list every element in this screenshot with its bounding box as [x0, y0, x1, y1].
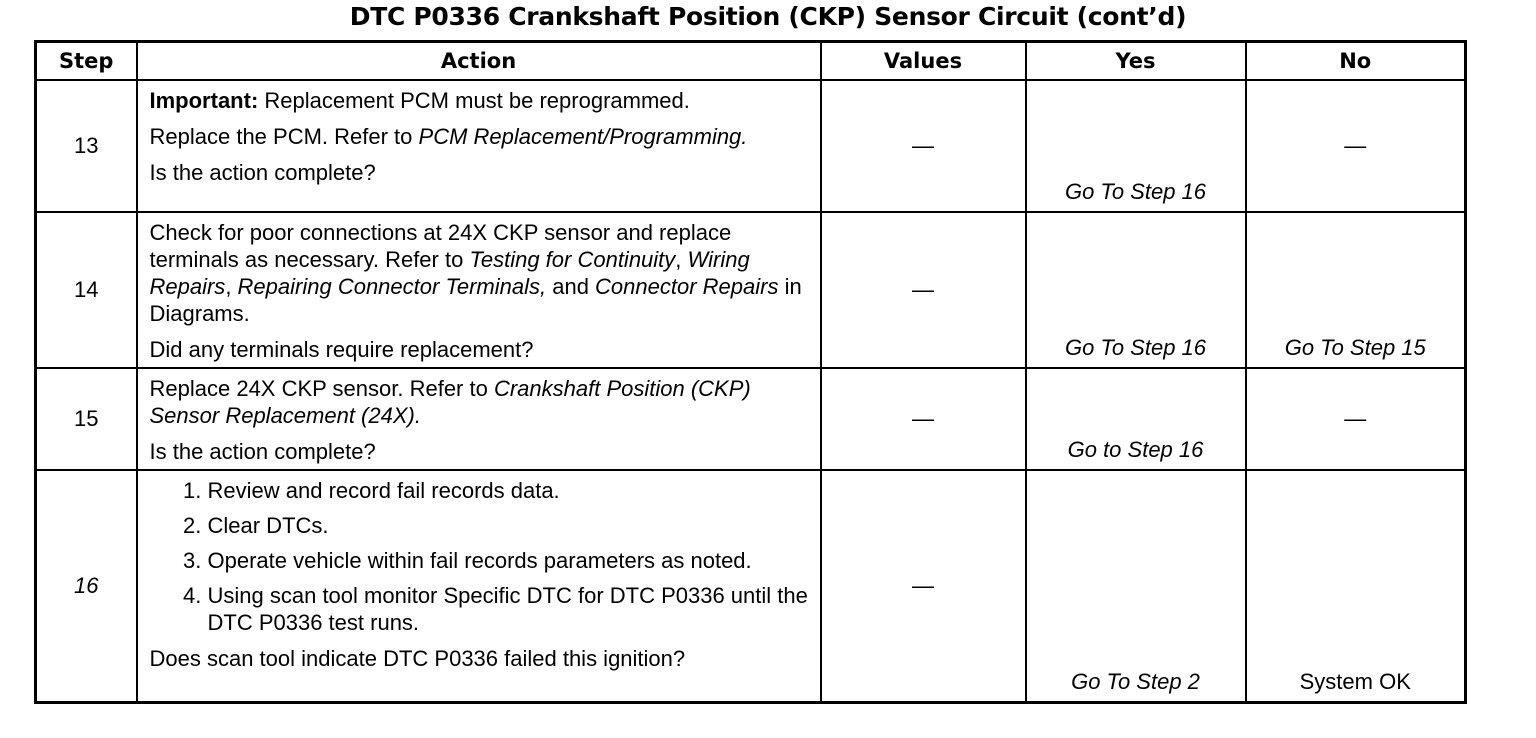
no-result: System OK	[1299, 669, 1411, 694]
no-dash: —	[1344, 133, 1367, 158]
values-cell	[821, 368, 1026, 470]
table-row	[36, 212, 1466, 368]
table-row	[36, 368, 1466, 470]
yes-cell	[1026, 212, 1246, 368]
list-item: 4. Using scan tool monitor Specific DTC for DTC P0336 until the DTC P0336 test runs.	[208, 582, 812, 636]
header-values: Values	[821, 42, 1026, 81]
list-item: 1. Review and record fail records data.	[208, 477, 812, 504]
action-reference: Wiring Repairs	[149, 247, 750, 299]
header-step: Step	[36, 42, 137, 81]
action-paragraph	[150, 219, 812, 327]
action-cell	[137, 80, 821, 212]
important-label: Important:	[149, 88, 259, 113]
step-number: 16	[36, 470, 137, 703]
no-cell	[1246, 212, 1466, 368]
action-paragraph	[150, 123, 812, 150]
action-reference: Connector Repairs	[595, 274, 779, 299]
action-reference: Crankshaft Position (CKP) Sensor Replacement (24X).	[149, 376, 751, 428]
values-dash: —	[912, 406, 934, 431]
action-cell	[137, 368, 821, 470]
values-cell	[821, 470, 1026, 703]
action-reference: Repairing Connector Terminals,	[237, 274, 547, 299]
action-reference: PCM Replacement/Programming.	[418, 124, 748, 149]
action-question: Does scan tool indicate DTC P0336 failed this ignition?	[149, 646, 686, 671]
action-text: in Diagrams.	[149, 274, 802, 326]
yes-cell	[1026, 368, 1246, 470]
action-question: Is the action complete?	[149, 160, 376, 185]
action-text: ,	[675, 247, 688, 272]
yes-cell	[1026, 80, 1246, 212]
no-cell	[1246, 470, 1466, 703]
step-number: 13	[36, 80, 137, 212]
no-result: Go To Step 15	[1284, 335, 1426, 360]
action-question: Did any terminals require replacement?	[149, 337, 534, 362]
action-text: and	[546, 274, 596, 299]
table-row	[36, 470, 1466, 703]
list-item: 2. Clear DTCs.	[208, 512, 812, 539]
procedure-list	[150, 477, 812, 636]
important-note	[150, 87, 812, 114]
header-yes: Yes	[1026, 42, 1246, 81]
yes-result: Go To Step 16	[1064, 335, 1207, 360]
values-dash: —	[912, 573, 934, 598]
no-dash: —	[1344, 406, 1367, 431]
values-cell	[821, 212, 1026, 368]
yes-result: Go To Step 16	[1064, 179, 1207, 204]
dtc-table	[34, 40, 1467, 704]
action-text: Replace the PCM. Refer to	[149, 124, 419, 149]
action-text: Replace 24X CKP sensor. Refer to	[149, 376, 494, 401]
action-cell	[137, 212, 821, 368]
header-row	[36, 42, 1466, 81]
table-row	[36, 80, 1466, 212]
action-cell	[137, 470, 821, 703]
yes-cell	[1026, 470, 1246, 703]
step-number: 14	[36, 212, 137, 368]
important-text: Replacement PCM must be reprogrammed.	[258, 88, 690, 113]
yes-result: Go to Step 16	[1067, 437, 1204, 462]
action-text: ,	[225, 274, 238, 299]
header-action: Action	[137, 42, 821, 81]
list-item: 3. Operate vehicle within fail records parameters as noted.	[208, 547, 812, 574]
values-dash: —	[912, 277, 934, 302]
header-no: No	[1246, 42, 1466, 81]
values-cell	[821, 80, 1026, 212]
action-paragraph	[150, 375, 812, 429]
action-text: Check for poor connections at 24X CKP sensor and replace terminals as necessary. Refer to	[149, 220, 732, 272]
action-reference: Testing for Continuity	[469, 247, 676, 272]
page-title: DTC P0336 Crankshaft Position (CKP) Sensor Circuit (cont’d)	[349, 2, 1187, 31]
action-question: Is the action complete?	[149, 439, 376, 464]
step-number: 15	[36, 368, 137, 470]
values-dash: —	[912, 133, 934, 158]
no-cell	[1246, 80, 1466, 212]
no-cell	[1246, 368, 1466, 470]
yes-result: Go To Step 2	[1071, 669, 1200, 694]
